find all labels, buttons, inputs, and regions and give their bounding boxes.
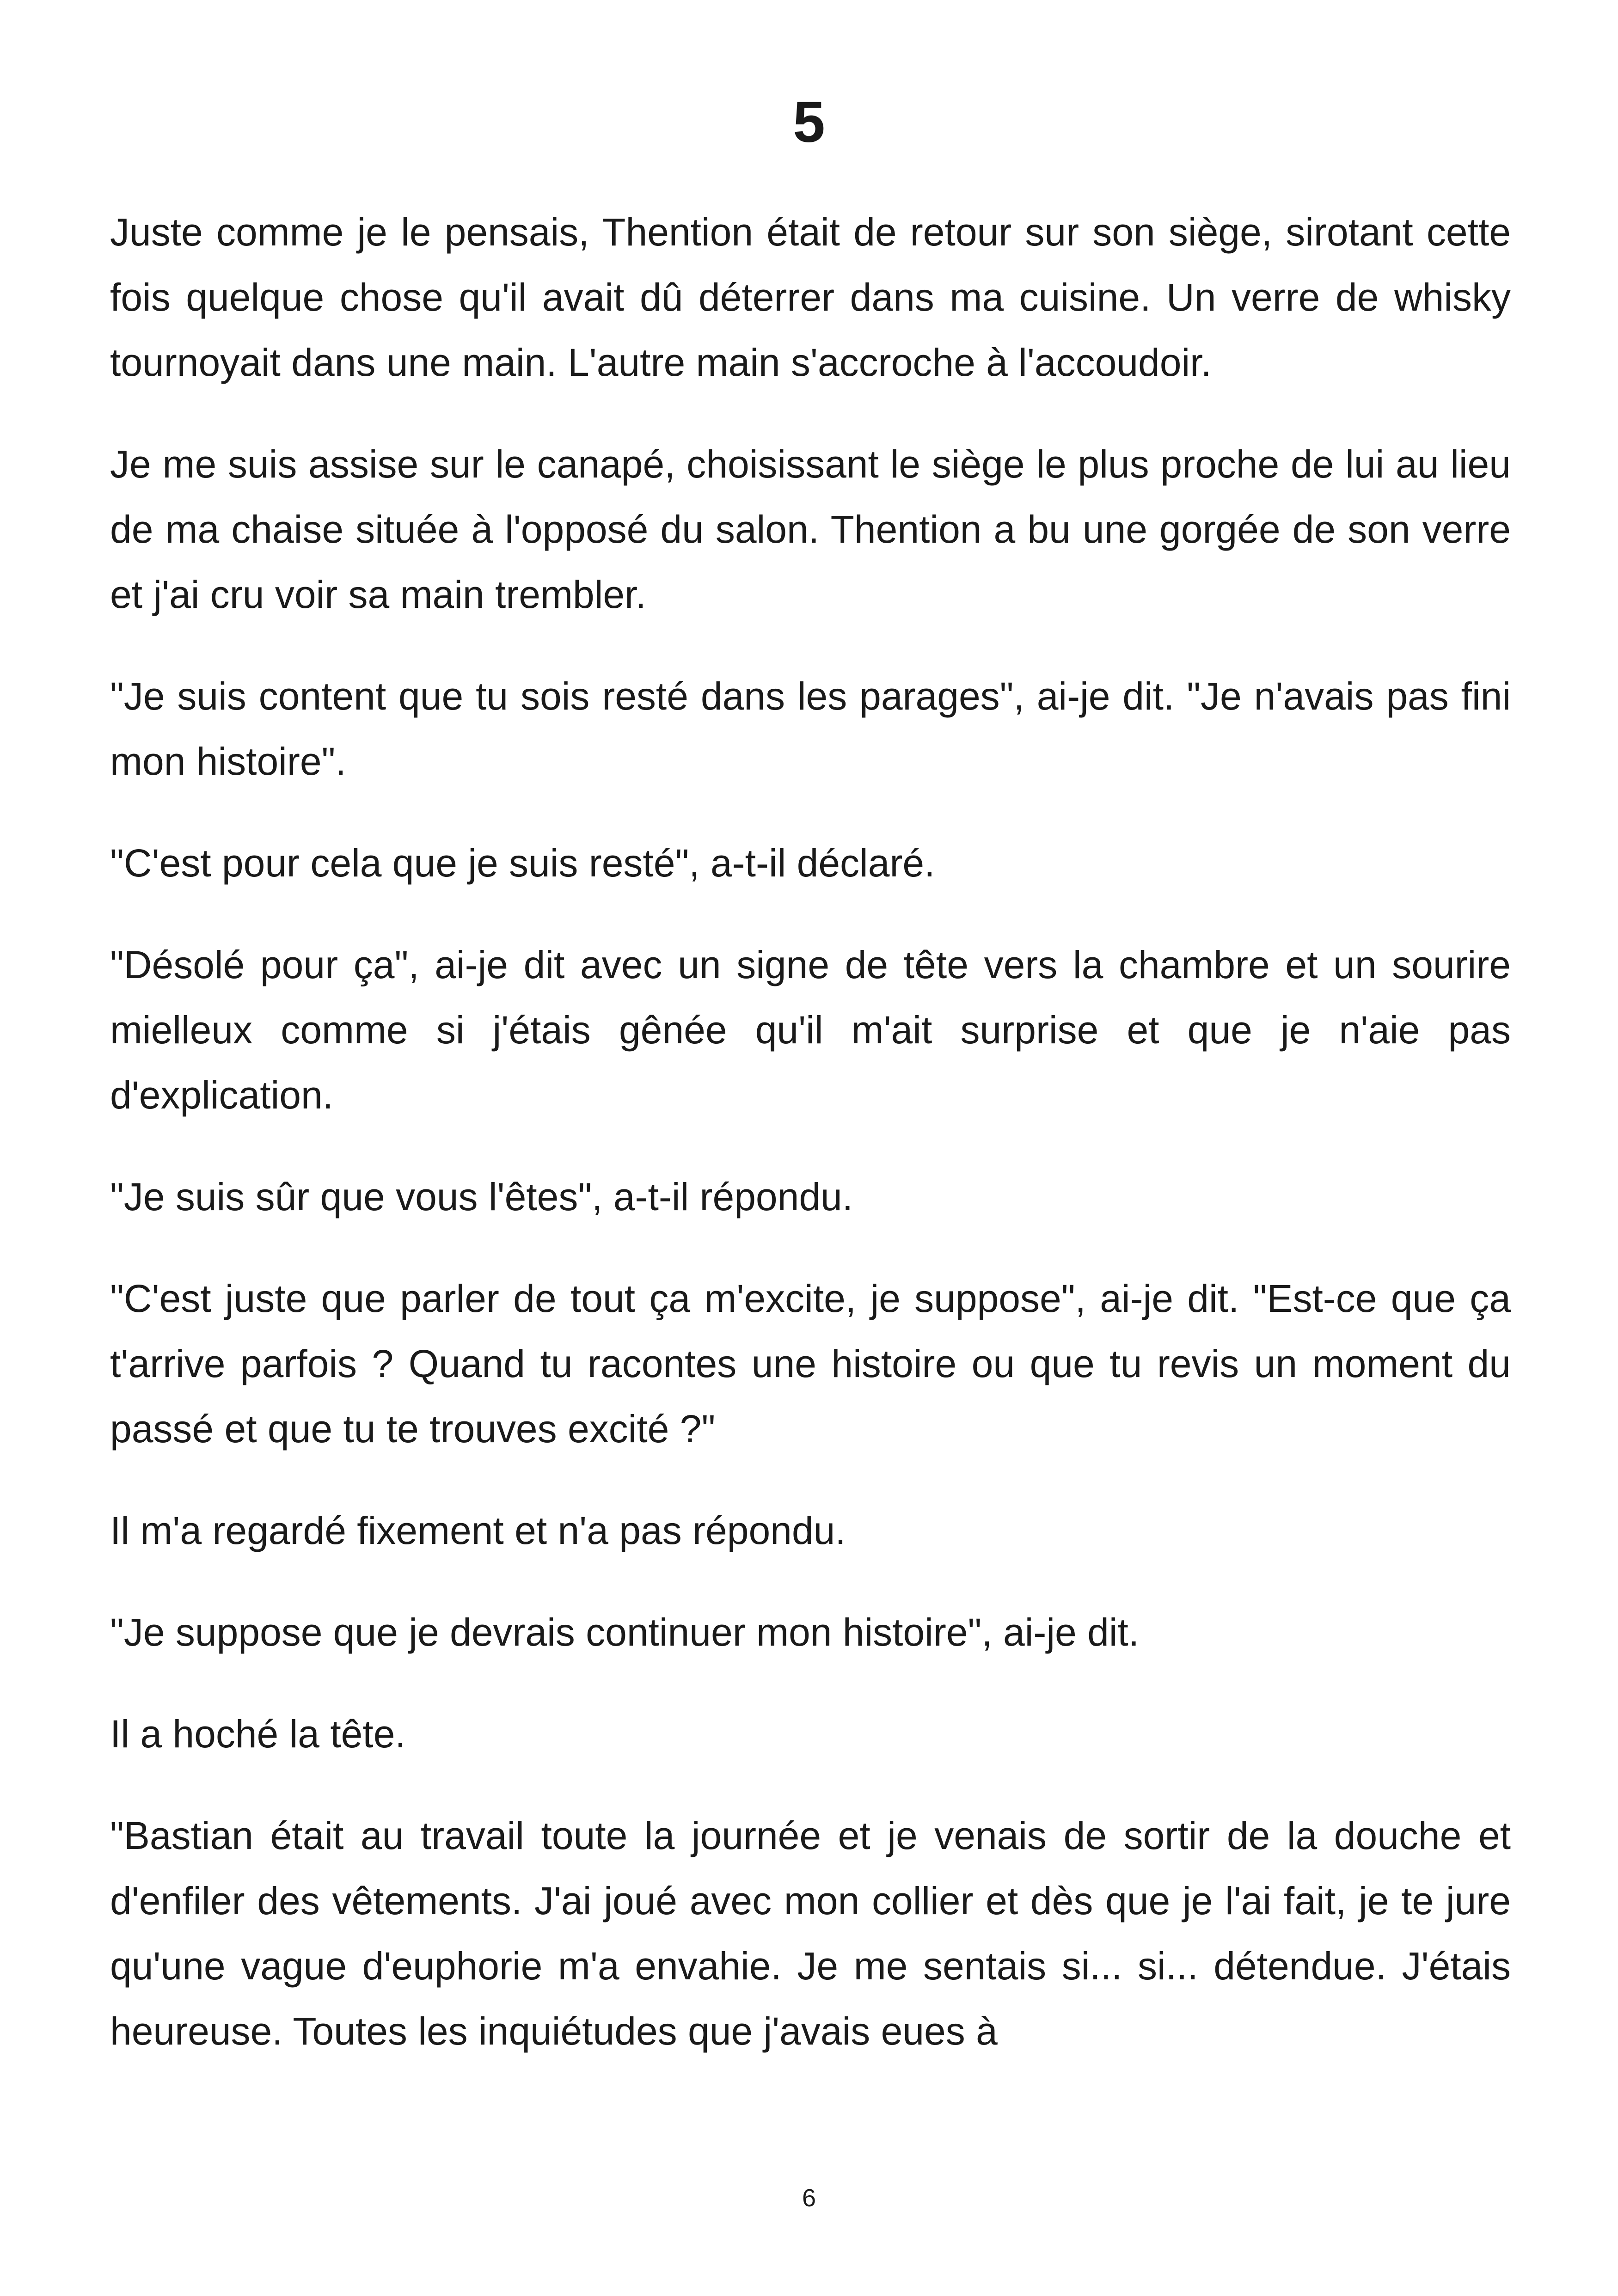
- paragraph: "C'est juste que parler de tout ça m'excite, je suppose", ai-je dit. "Est-ce que ça t'arrive parfois ? Quand tu racontes une histoire ou que tu revis un moment du passé et que tu te trouves excité ?": [110, 1277, 1511, 1451]
- paragraph: Il m'a regardé fixement et n'a pas répondu.: [110, 1509, 846, 1552]
- paragraph: "Je suis sûr que vous l'êtes", a-t-il répondu.: [110, 1175, 853, 1218]
- paragraph: "C'est pour cela que je suis resté", a-t-il déclaré.: [110, 841, 935, 885]
- paragraph: Juste comme je le pensais, Thention était de retour sur son siège, sirotant cette fois quelque chose qu'il avait dû déterrer dans ma cuisine. Un verre de whisky tournoyait dans une main. L'autre main s'accroche à l'accoudoir.: [110, 210, 1511, 384]
- paragraph: "Je suis content que tu sois resté dans les parages", ai-je dit. "Je n'avais pas fini mon histoire".: [110, 674, 1511, 783]
- paragraph: "Désolé pour ça", ai-je dit avec un signe de tête vers la chambre et un sourire mielleux comme si j'étais gênée qu'il m'ait surprise et que je n'aie pas d'explication.: [110, 943, 1511, 1117]
- paragraph: "Bastian était au travail toute la journée et je venais de sortir de la douche et d'enfiler des vêtements. J'ai joué avec mon collier et dès que je l'ai fait, je te jure qu'une vague d'euphorie m'a envahie. Je me sentais si... si... détendue. J'étais heureuse. Toutes les inquiétudes que j'avais eues à: [110, 1814, 1511, 2053]
- body-text: [110, 200, 1511, 2100]
- chapter-number: 5: [793, 90, 825, 154]
- paragraph: Il a hoché la tête.: [110, 1712, 406, 1756]
- paragraph: "Je suppose que je devrais continuer mon histoire", ai-je dit.: [110, 1610, 1140, 1654]
- page-number: 6: [802, 2184, 816, 2212]
- paragraph: Je me suis assise sur le canapé, choisissant le siège le plus proche de lui au lieu de ma chaise située à l'opposé du salon. Thention a bu une gorgée de son verre et j'ai cru voir sa main trembler.: [110, 442, 1511, 616]
